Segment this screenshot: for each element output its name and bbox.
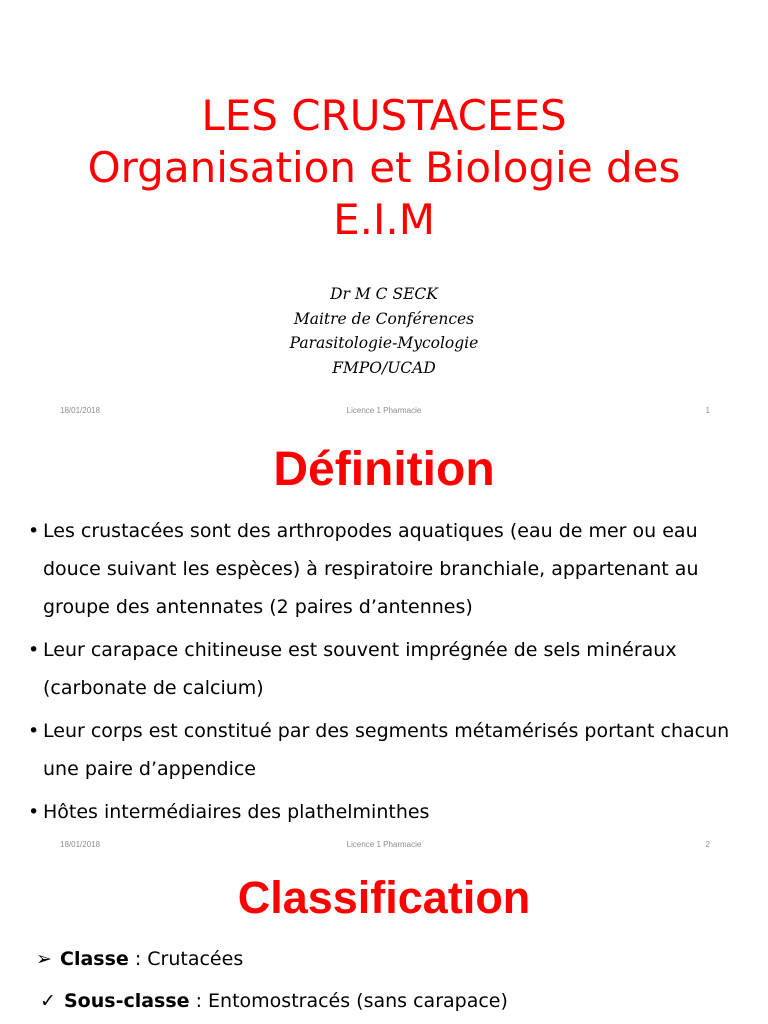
footer-date: 18/01/2018	[60, 406, 101, 415]
footer-course: Licence 1 Pharmacie	[346, 406, 422, 415]
row-label: Sous-classe	[64, 990, 190, 1012]
row-text: : Entomostracés (sans carapace)	[189, 990, 508, 1012]
slide-footer	[0, 406, 768, 418]
footer-course: Licence 1 Pharmacie	[346, 840, 422, 849]
slide-heading: Classification	[237, 872, 531, 923]
title-line-1: LES CRUSTACEES	[201, 91, 567, 140]
row-text: : Crutacées	[128, 948, 244, 970]
author-name: Dr M C SECK	[330, 285, 438, 303]
slide-heading: Définition	[273, 443, 495, 496]
title-line-2: Organisation et Biologie des	[87, 143, 681, 192]
main-title	[0, 90, 768, 246]
slide-definition	[0, 430, 768, 854]
bullet-item: • Leur carapace chitineuse est souvent imprégnée de sels minéraux (carbonate de calcium)	[28, 631, 748, 707]
footer-page-number: 1	[705, 406, 710, 415]
slide-title	[0, 0, 768, 430]
classification-row	[36, 938, 748, 980]
author-department: Parasitologie-Mycologie	[289, 334, 479, 352]
classification-list	[36, 938, 748, 1022]
title-line-3: E.I.M	[333, 195, 435, 244]
row-label: Classe	[60, 948, 129, 970]
bullet-item: • Les crustacées sont des arthropodes aquatiques (eau de mer ou eau douce suivant les espèces) à respiratoire branchiale, appartenant au groupe des antennates (2 paires d’antennes)	[28, 512, 748, 626]
slide-footer	[0, 840, 768, 852]
classification-row	[36, 980, 748, 1022]
author-institution: FMPO/UCAD	[332, 358, 436, 377]
author-rank: Maitre de Conférences	[293, 309, 475, 328]
checkmark-icon: ✓	[40, 990, 56, 1012]
slide-classification	[0, 854, 768, 1024]
bullet-item: • Hôtes intermédiaires des plathelminthes	[28, 793, 748, 831]
footer-date: 18/01/2018	[60, 840, 101, 849]
bullet-list	[28, 512, 748, 836]
bullet-item: • Leur corps est constitué par des segments métamérisés portant chacun une paire d’appendice	[28, 712, 748, 788]
arrow-bullet-icon: ➢	[36, 948, 52, 970]
author-block	[0, 282, 768, 380]
footer-page-number: 2	[705, 840, 710, 849]
